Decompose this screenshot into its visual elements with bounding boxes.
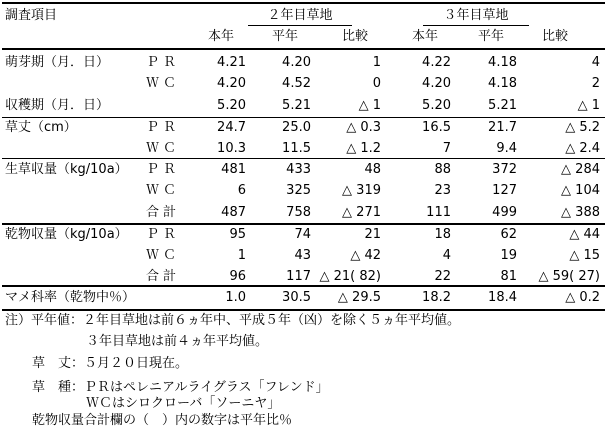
row-label: 萌芽期（月．日） [5,55,110,70]
row-separator [2,117,605,118]
table-cell: 4.52 [282,76,311,91]
table-cell: 11.5 [282,141,311,156]
row-sub-label: ＰＲ [146,162,181,177]
table-cell: 95 [229,227,246,242]
table-cell: 24.7 [217,120,246,135]
note-2: ３年目草地は前４ヵ年平均値。 [86,334,269,349]
row-sub-label: ＷＣ [146,248,181,263]
table-cell: 127 [492,183,517,198]
row-sub-label: ＰＲ [146,227,181,242]
row-sub-label: 合計 [146,269,181,284]
table-cell: 4.20 [422,76,451,91]
note-4: 草 種：ＰＲはペレニアルライグラス「フレンド」 [32,380,329,395]
table-cell: 7 [442,141,451,156]
table-cell: 5.21 [488,98,517,113]
header-col-normal-year: 平年 [271,29,298,44]
table-cell: 4.20 [282,55,311,70]
table-cell: 111 [426,205,451,220]
table-cell: 4.20 [217,76,246,91]
table-cell: 81 [500,269,517,284]
table-cell: 18.4 [488,290,517,305]
group2-underline [248,25,352,26]
table-cell: 499 [492,205,517,220]
table-cell: 0 [372,76,381,91]
table-cell: △ 1.2 [346,141,381,156]
note-3: 草 丈：５月２０日現在。 [32,356,189,371]
table-cell: 4.21 [217,55,246,70]
table-cell: 5.20 [217,98,246,113]
table-cell: △ 0.2 [565,290,600,305]
table-cell: 25.0 [282,120,311,135]
table-cell: 1.0 [225,290,246,305]
table-cell: 758 [286,205,311,220]
table-cell: 62 [500,227,517,242]
row-sub-label: ＷＣ [146,76,181,91]
table-cell: 21 [364,227,381,242]
table-cell: 30.5 [282,290,311,305]
table-cell: △ 42 [350,248,381,263]
header-col-this-year-3: 本年 [411,29,438,44]
table-cell: △ 15 [569,248,600,263]
table-cell: △ 1 [358,98,381,113]
row-separator [2,223,605,225]
row-separator [2,158,605,159]
table-cell: △ 5.2 [565,120,600,135]
table-cell: 21.7 [488,120,517,135]
table-cell: △ 44 [569,227,600,242]
header-bottom-border [2,48,605,50]
table-cell: 74 [294,227,311,242]
table-cell: 4 [442,248,451,263]
table-cell: 18 [434,227,451,242]
table-cell: △ 319 [342,183,381,198]
table-top-border [2,2,605,4]
table-cell: △ 104 [561,183,600,198]
row-label: 草丈（cm） [5,120,77,135]
table-cell: △ 0.3 [346,120,381,135]
table-cell: 43 [294,248,311,263]
table-cell: 10.3 [217,141,246,156]
table-cell: 6 [237,183,246,198]
row-sub-label: ＷＣ [146,141,181,156]
table-cell: △ 21( 82) [319,269,381,284]
table-cell: 1 [237,248,246,263]
table-cell: 117 [286,269,311,284]
table-cell: 23 [434,183,451,198]
table-cell: 22 [434,269,451,284]
table-cell: 5.20 [422,98,451,113]
table-cell: △ 1 [577,98,600,113]
header-col-normal-year-3: 平年 [477,29,504,44]
table-cell: 88 [434,162,451,177]
row-sub-label: 合計 [146,205,181,220]
table-cell: 2 [591,76,600,91]
table-cell: △ 271 [342,205,381,220]
header-col-comparison-3: 比較 [541,29,568,44]
note-6: 乾物収量合計欄の（ ）内の数字は平年比％ [32,413,293,428]
table-cell: 16.5 [422,120,451,135]
table-cell: 325 [286,183,311,198]
group3-underline [423,25,529,26]
table-cell: △ 59( 27) [538,269,600,284]
table-cell: △ 284 [561,162,600,177]
header-col-comparison: 比較 [341,29,368,44]
row-label: 収穫期（月．日） [5,98,110,113]
row-sub-label: ＷＣ [146,183,181,198]
table-bottom-border [2,309,605,311]
table-cell: 1 [372,55,381,70]
table-cell: 9.4 [496,141,517,156]
table-cell: 18.2 [422,290,451,305]
row-label: 乾物収量（kg/10a） [5,227,128,242]
header-col-this-year: 本年 [207,29,234,44]
row-label: マメ科率（乾物中％） [5,290,136,305]
row-separator [2,285,605,287]
table-cell: 19 [500,248,517,263]
table-cell: 48 [364,162,381,177]
table-cell: 487 [221,205,246,220]
table-cell: 4 [591,55,600,70]
row-label: 生草収量（kg/10a） [5,162,128,177]
table-cell: △ 388 [561,205,600,220]
header-group-2nd-year: ２年目草地 [267,8,333,23]
header-group-3rd-year: ３年目草地 [443,8,509,23]
table-cell: 4.22 [422,55,451,70]
note-5: ＷＣはシロクローバ「ソーニヤ」 [86,396,281,411]
table-cell: △ 2.4 [565,141,600,156]
table-cell: 96 [229,269,246,284]
table-cell: 481 [221,162,246,177]
row-sub-label: ＰＲ [146,55,181,70]
table-cell: 5.21 [282,98,311,113]
note-1: 注）平年値：２年目草地は前６ヵ年中、平成５年（凶）を除く５ヵ年平均値。 [5,313,461,328]
table-cell: 4.18 [488,76,517,91]
table-cell: 372 [492,162,517,177]
row-sub-label: ＰＲ [146,120,181,135]
table-cell: 433 [286,162,311,177]
table-cell: 4.18 [488,55,517,70]
header-item: 調査項目 [5,8,58,23]
table-cell: △ 29.5 [337,290,381,305]
